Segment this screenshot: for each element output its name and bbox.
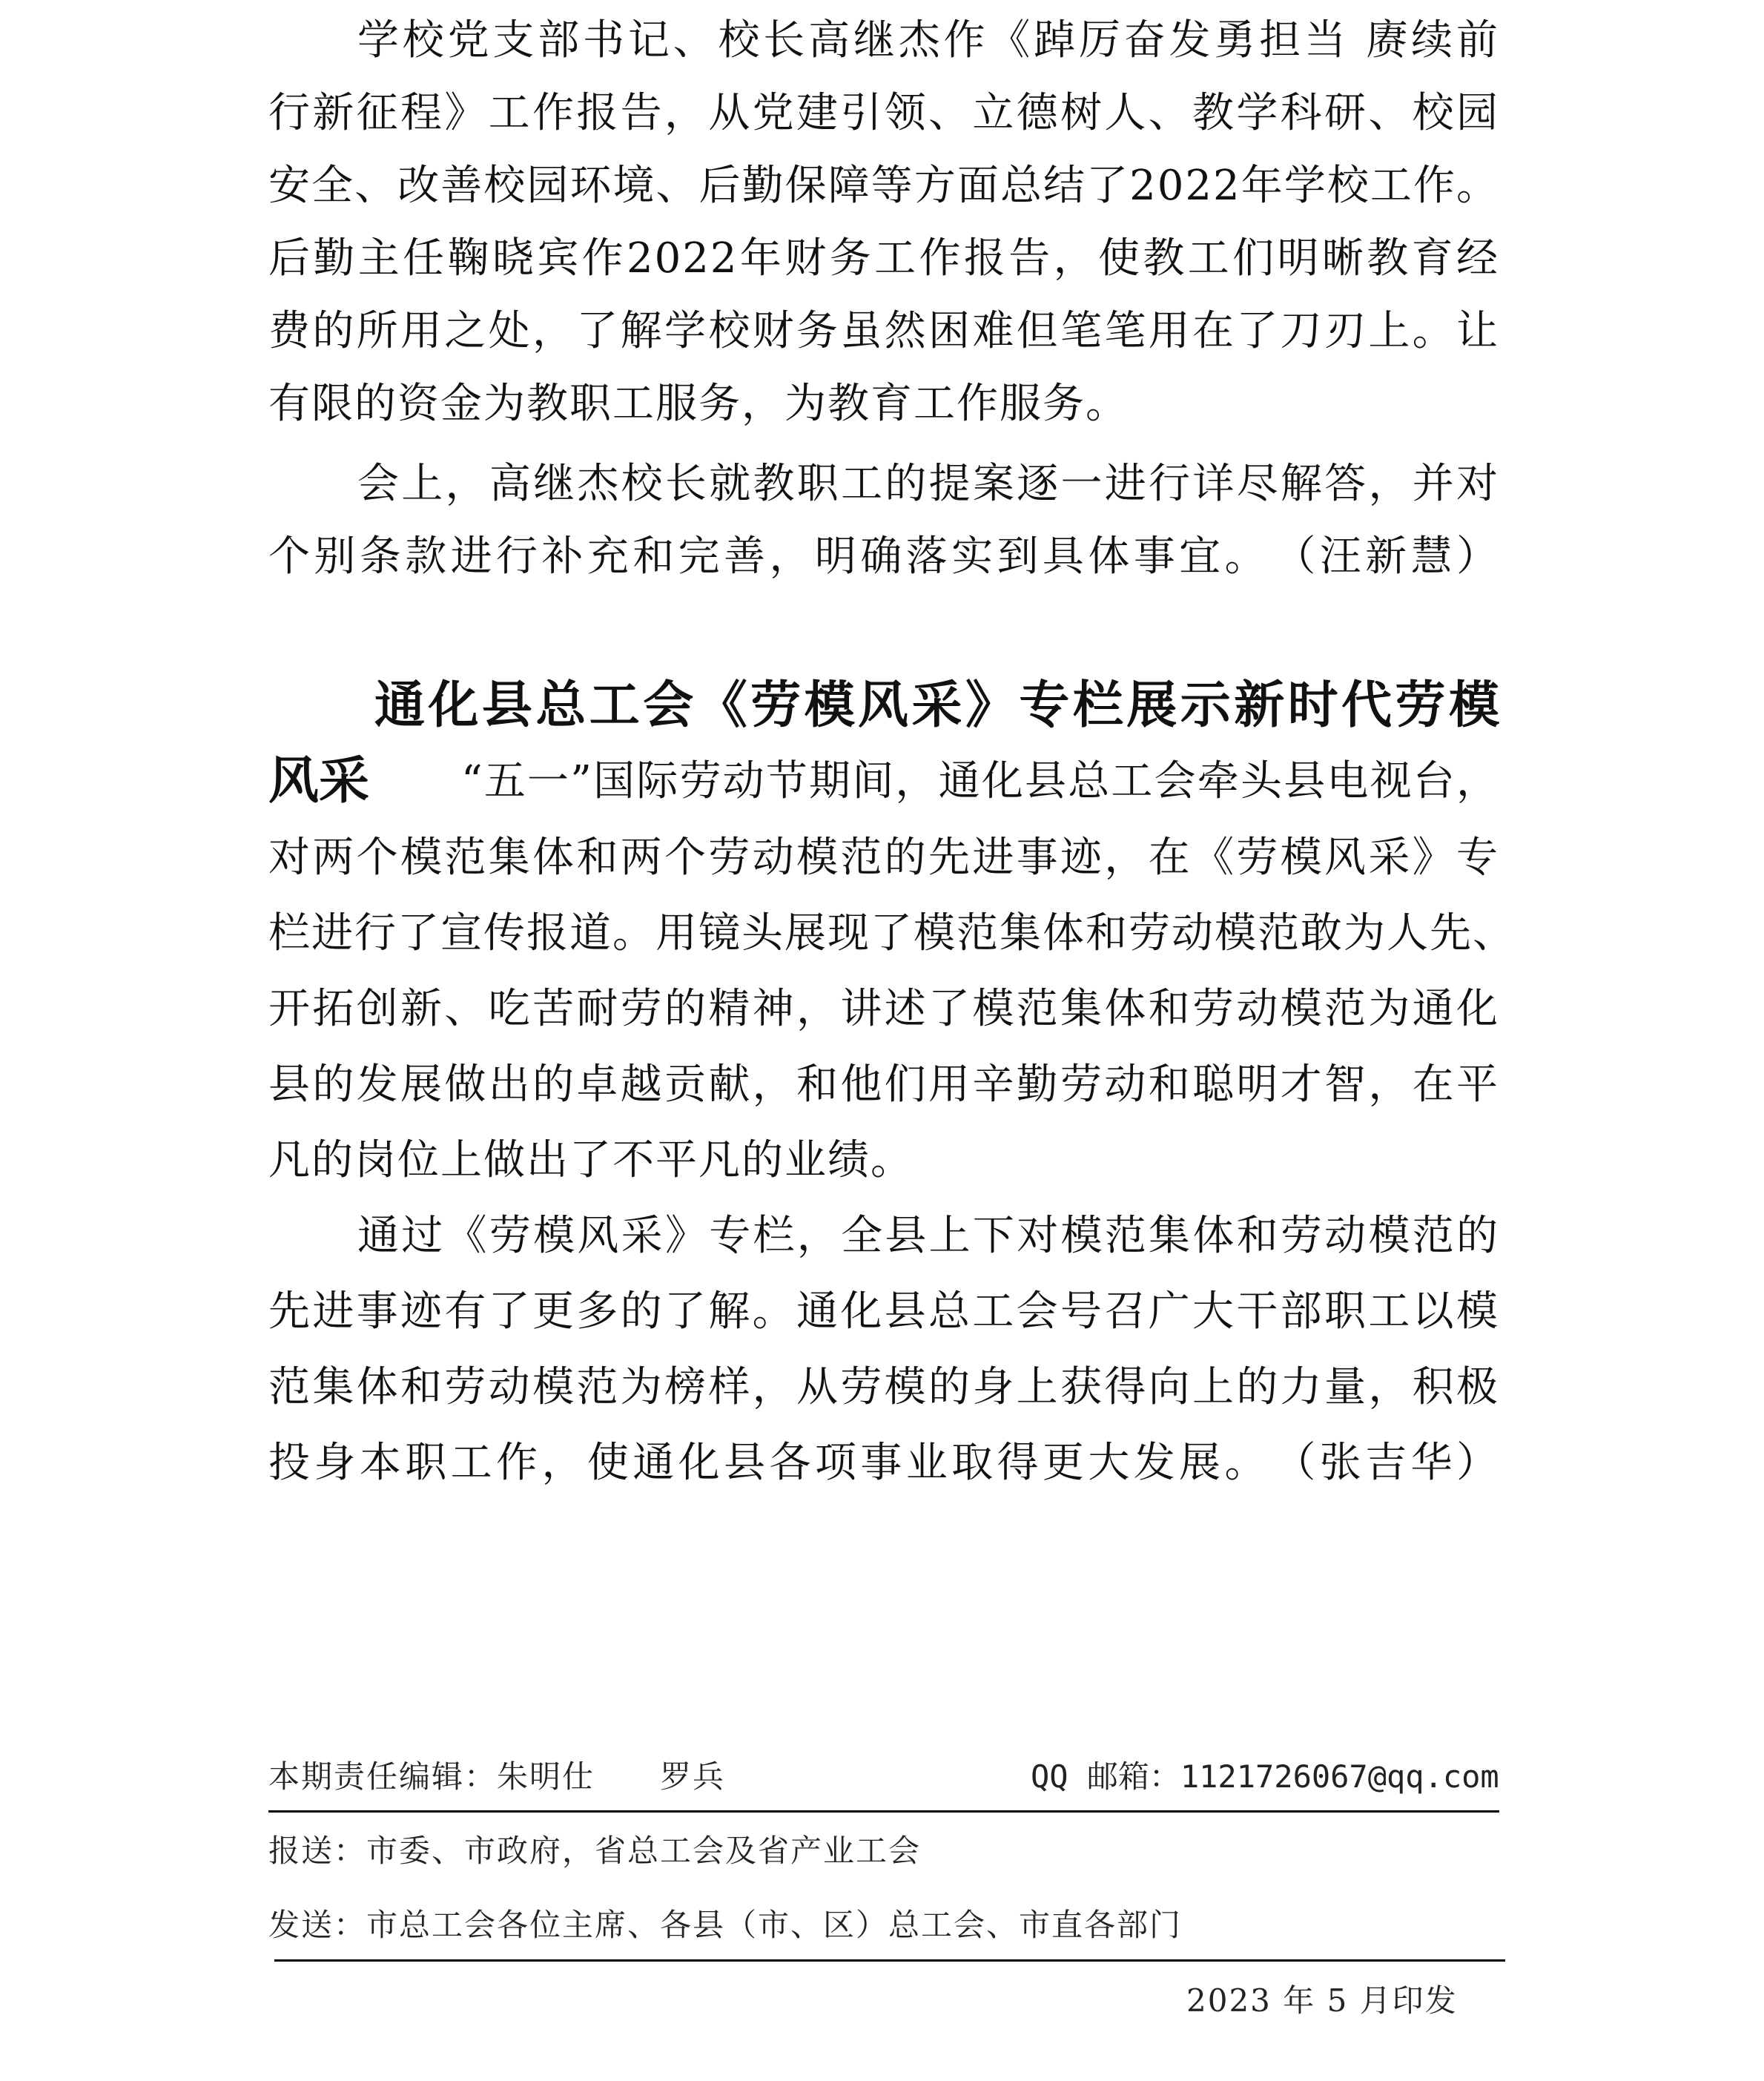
article2-p2-line: 投身本职工作，使通化县各项事业取得更大发展。 （张吉华） xyxy=(268,1439,1499,1487)
footer-divider-bottom xyxy=(274,1959,1505,1962)
footer-divider-top xyxy=(268,1810,1499,1813)
article2-p2-line: 通过《劳模风采》专栏，全县上下对模范集体和劳动模范的 xyxy=(357,1212,1499,1260)
footer-email: QQ 邮箱：1121726067@qq.com xyxy=(1031,1758,1499,1795)
article1-p1-line: 后勤主任鞠晓宾作2022年财务工作报告，使教工们明晰教育经 xyxy=(268,234,1499,283)
article1-p2-line: 个别条款进行补充和完善，明确落实到具体事宜。 （汪新慧） xyxy=(268,532,1499,581)
article1-p1-line: 费的所用之处，了解学校财务虽然困难但笔笔用在了刀刃上。让 xyxy=(268,307,1499,355)
footer-report-to: 报送：市委、市政府，省总工会及省产业工会 xyxy=(268,1833,922,1869)
footer-editors: 本期责任编辑：朱明仕 罗兵 xyxy=(268,1758,726,1795)
article2-p2-line: 范集体和劳动模范为榜样，从劳模的身上获得向上的力量，积极 xyxy=(268,1363,1499,1411)
article2-title: 通化县总工会《劳模风采》专栏展示新时代劳模 xyxy=(374,676,1499,735)
article2-p1-line: “五一”国际劳动节期间，通化县总工会牵头县电视台， xyxy=(461,757,1499,805)
footer-send-to: 发送：市总工会各位主席、各县（市、区）总工会、市直各部门 xyxy=(268,1907,1183,1943)
article2-p1-line: 凡的岗位上做出了不平凡的业绩。 xyxy=(268,1136,914,1184)
article2-title-continuation-row xyxy=(268,745,1499,819)
article1-p1-line: 行新征程》工作报告，从党建引领、立德树人、教学科研、校园 xyxy=(268,89,1499,137)
article1-p1-line: 安全、改善校园环境、后勤保障等方面总结了2022年学校工作。 xyxy=(268,162,1499,210)
article1-p1-line: 学校党支部书记、校长高继杰作《踔厉奋发勇担当 赓续前 xyxy=(357,16,1499,65)
article2-p1-line: 县的发展做出的卓越贡献，和他们用辛勤劳动和聪明才智，在平 xyxy=(268,1061,1499,1109)
article2-p1-line: 栏进行了宣传报道。用镜头展现了模范集体和劳动模范敢为人先、 xyxy=(268,909,1516,957)
article2-p1-line: 开拓创新、吃苦耐劳的精神，讲述了模范集体和劳动模范为通化 xyxy=(268,985,1499,1033)
footer-print-date: 2023 年 5 月印发 xyxy=(1186,1982,1458,2019)
article1-p1-line: 有限的资金为教职工服务，为教育工作服务。 xyxy=(268,380,1129,428)
article1-p2-line: 会上，高继杰校长就教职工的提案逐一进行详尽解答，并对 xyxy=(357,460,1499,508)
article2-p1-line: 对两个模范集体和两个劳动模范的先进事迹，在《劳模风采》专 xyxy=(268,834,1499,882)
article2-title-tail: 风采 xyxy=(268,752,370,811)
article2-p2-line: 先进事迹有了更多的了解。通化县总工会号召广大干部职工以模 xyxy=(268,1287,1499,1336)
